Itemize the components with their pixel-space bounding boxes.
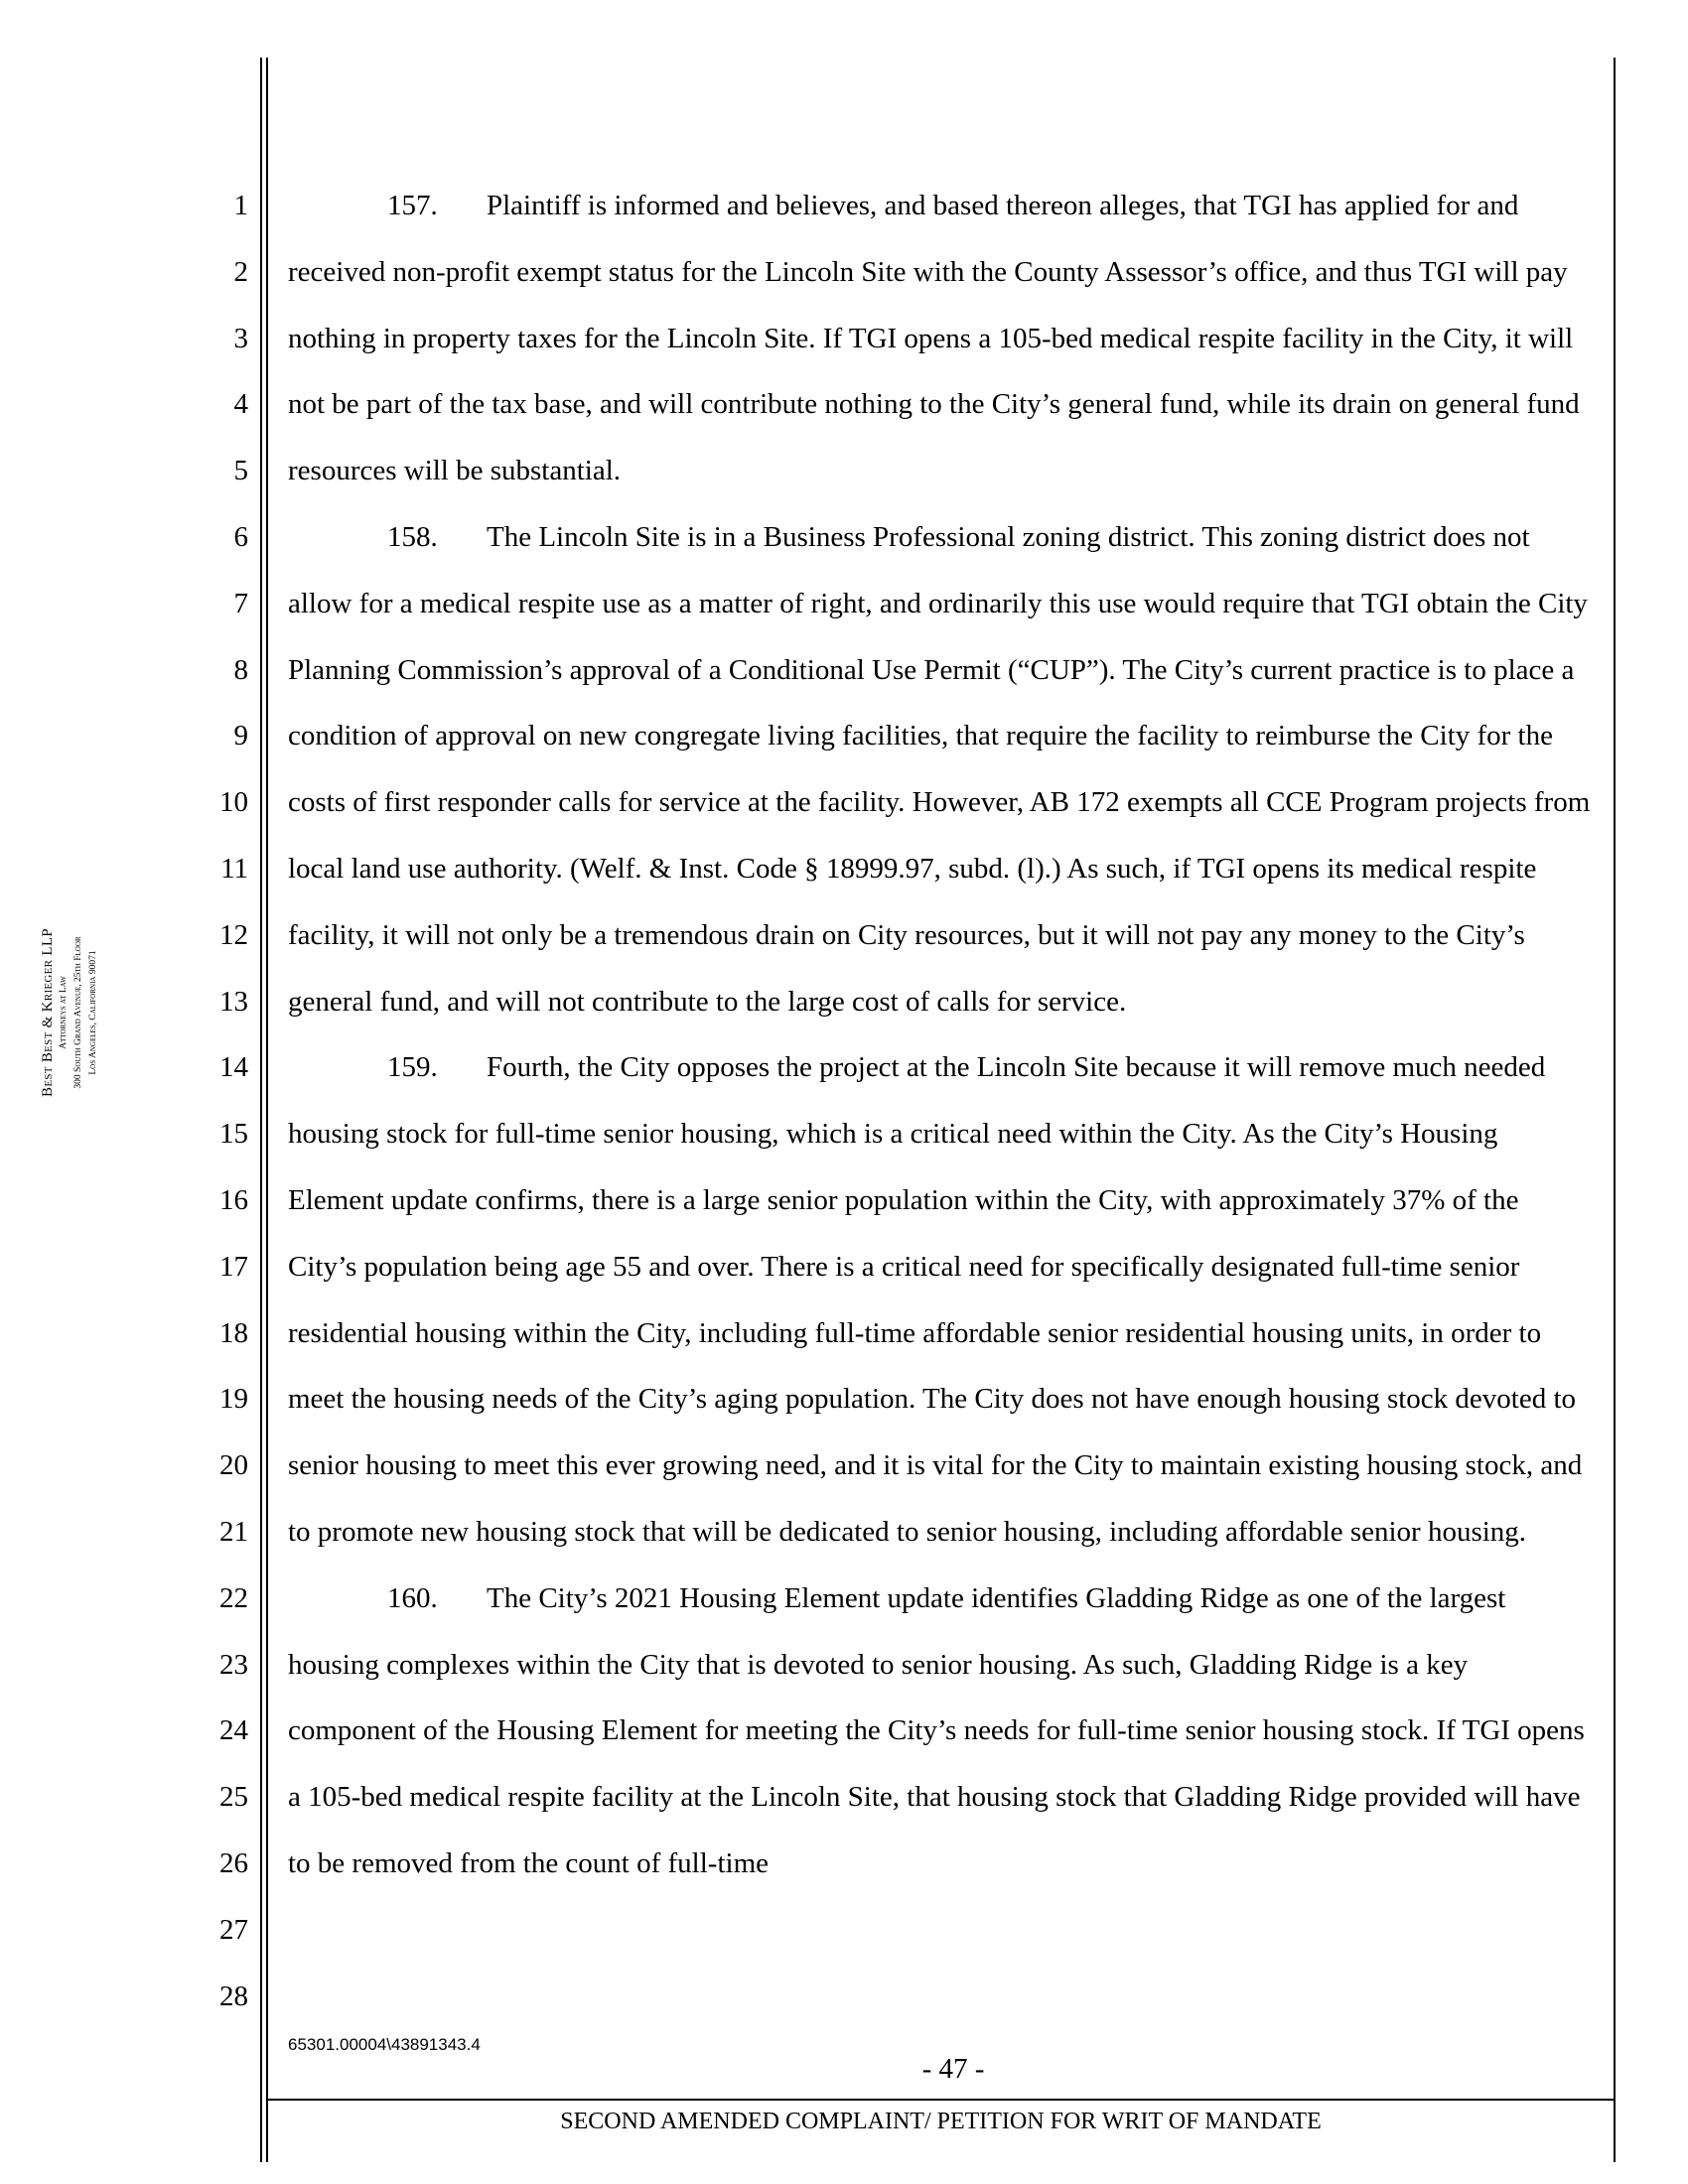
document-id: 65301.00004\43891343.4 [288, 2035, 481, 2054]
paragraph-160 [288, 1566, 1594, 1897]
line-number: 28 [219, 1979, 248, 2012]
line-number: 22 [219, 1581, 248, 1614]
footer-document-title: SECOND AMENDED COMPLAINT/ PETITION FOR WRIT OF MANDATE [560, 2109, 1322, 2134]
line-number: 16 [219, 1183, 248, 1216]
footer-rule [266, 2099, 1616, 2101]
line-number: 1 [233, 190, 248, 221]
line-numbers [189, 173, 248, 2029]
paragraph-159 [288, 1034, 1594, 1565]
line-number: 26 [219, 1846, 248, 1879]
paragraph-number: 160. [387, 1581, 438, 1614]
firm-side-stamp [40, 849, 159, 1176]
line-number: 21 [219, 1515, 248, 1548]
page-number: - 47 - [921, 2053, 985, 2085]
line-number: 6 [233, 520, 248, 553]
line-number: 2 [233, 255, 248, 288]
line-number: 3 [233, 322, 248, 354]
paragraph-number: 158. [387, 520, 438, 553]
line-number: 18 [219, 1316, 248, 1349]
right-margin-rule [1614, 58, 1616, 2162]
paragraph-text: Fourth, the City opposes the project at the Lincoln Site because it will remove much needed housing stock for full-time senior housing, which is a critical need within the City. As the City’s Housing Element update confirms, there is a large senior population within the City, with approximately 37% of the City’s population being age 55 and over. There is a critical need for specifically designated full-time senior residential housing within the City, including full-time affordable senior residential housing units, in order to meet the housing needs of the City’s aging population. The City does not have enough housing stock devoted to senior housing to meet this ever growing need, and it is vital for the City to maintain existing housing stock, and to promote new housing stock that will be dedicated to senior housing, including affordable senior housing. [288, 1051, 1583, 1548]
line-number: 5 [233, 455, 248, 487]
line-number: 15 [219, 1118, 248, 1151]
left-margin-rule-outer [260, 58, 262, 2162]
line-number: 12 [219, 918, 248, 951]
line-number: 20 [219, 1449, 248, 1482]
line-number: 11 [220, 852, 248, 885]
paragraph-number: 159. [387, 1051, 438, 1084]
line-number: 17 [219, 1250, 248, 1283]
paragraph-number: 157. [387, 190, 438, 221]
line-number: 27 [219, 1913, 248, 1946]
line-number: 4 [233, 388, 248, 421]
firm-descriptor: Attorneys at Law [59, 976, 69, 1049]
paragraph-text: Plaintiff is informed and believes, and based thereon alleges, that TGI has applied for and received non-profit exempt status for the Lincoln Site with the County Assessor’s office, and thus TGI will pay nothing in property taxes for the Lincoln Site. If TGI opens a 105-bed medical respite facility in the City, it will not be part of the tax base, and will contribute nothing to the City’s general fund, while its drain on general fund resources will be substantial. [288, 190, 1580, 487]
complaint-body [288, 173, 1594, 1897]
line-number: 13 [219, 985, 248, 1018]
line-number: 7 [233, 587, 248, 619]
paragraph-text: The Lincoln Site is in a Business Professional zoning district. This zoning district does not allow for a medical respite use as a matter of right, and ordinarily this use would require that TGI obtain the City Planning Commission’s approval of a Conditional Use Permit (“CUP”). The City’s current practice is to place a condition of approval on new congregate living facilities, that require the facility to reimburse the City for the costs of first responder calls for service at the facility. However, AB 172 exempts all CCE Program projects from local land use authority. (Welf. & Inst. Code § 18999.97, subd. (l).) As such, if TGI opens its medical respite facility, it will not only be a tremendous drain on City resources, but it will not pay any money to the City’s general fund, and will not contribute to the large cost of calls for service. [288, 520, 1591, 1018]
firm-name: Best Best & Krieger LLP [40, 928, 56, 1097]
line-number: 25 [219, 1781, 248, 1814]
line-number: 8 [233, 653, 248, 686]
line-number: 14 [219, 1051, 248, 1084]
paragraph-157 [288, 173, 1594, 504]
line-number: 19 [219, 1383, 248, 1416]
paragraph-158 [288, 504, 1594, 1034]
firm-city-address: Los Angeles, California 90071 [88, 950, 98, 1075]
line-number: 24 [219, 1714, 248, 1747]
line-number: 10 [219, 786, 248, 819]
line-number: 23 [219, 1648, 248, 1681]
paragraph-text: The City’s 2021 Housing Element update identifies Gladding Ridge as one of the largest housing complexes within the City that is devoted to senior housing. As such, Gladding Ridge is a key component of the Housing Element for meeting the City’s needs for full-time senior housing stock. If TGI opens a 105-bed medical respite facility at the Lincoln Site, that housing stock that Gladding Ridge provided will have to be removed from the count of full-time [288, 1581, 1585, 1879]
line-number: 9 [233, 720, 248, 752]
firm-street-address: 300 South Grand Avenue, 25th Floor [73, 936, 83, 1089]
left-margin-rule-inner [266, 58, 268, 2162]
